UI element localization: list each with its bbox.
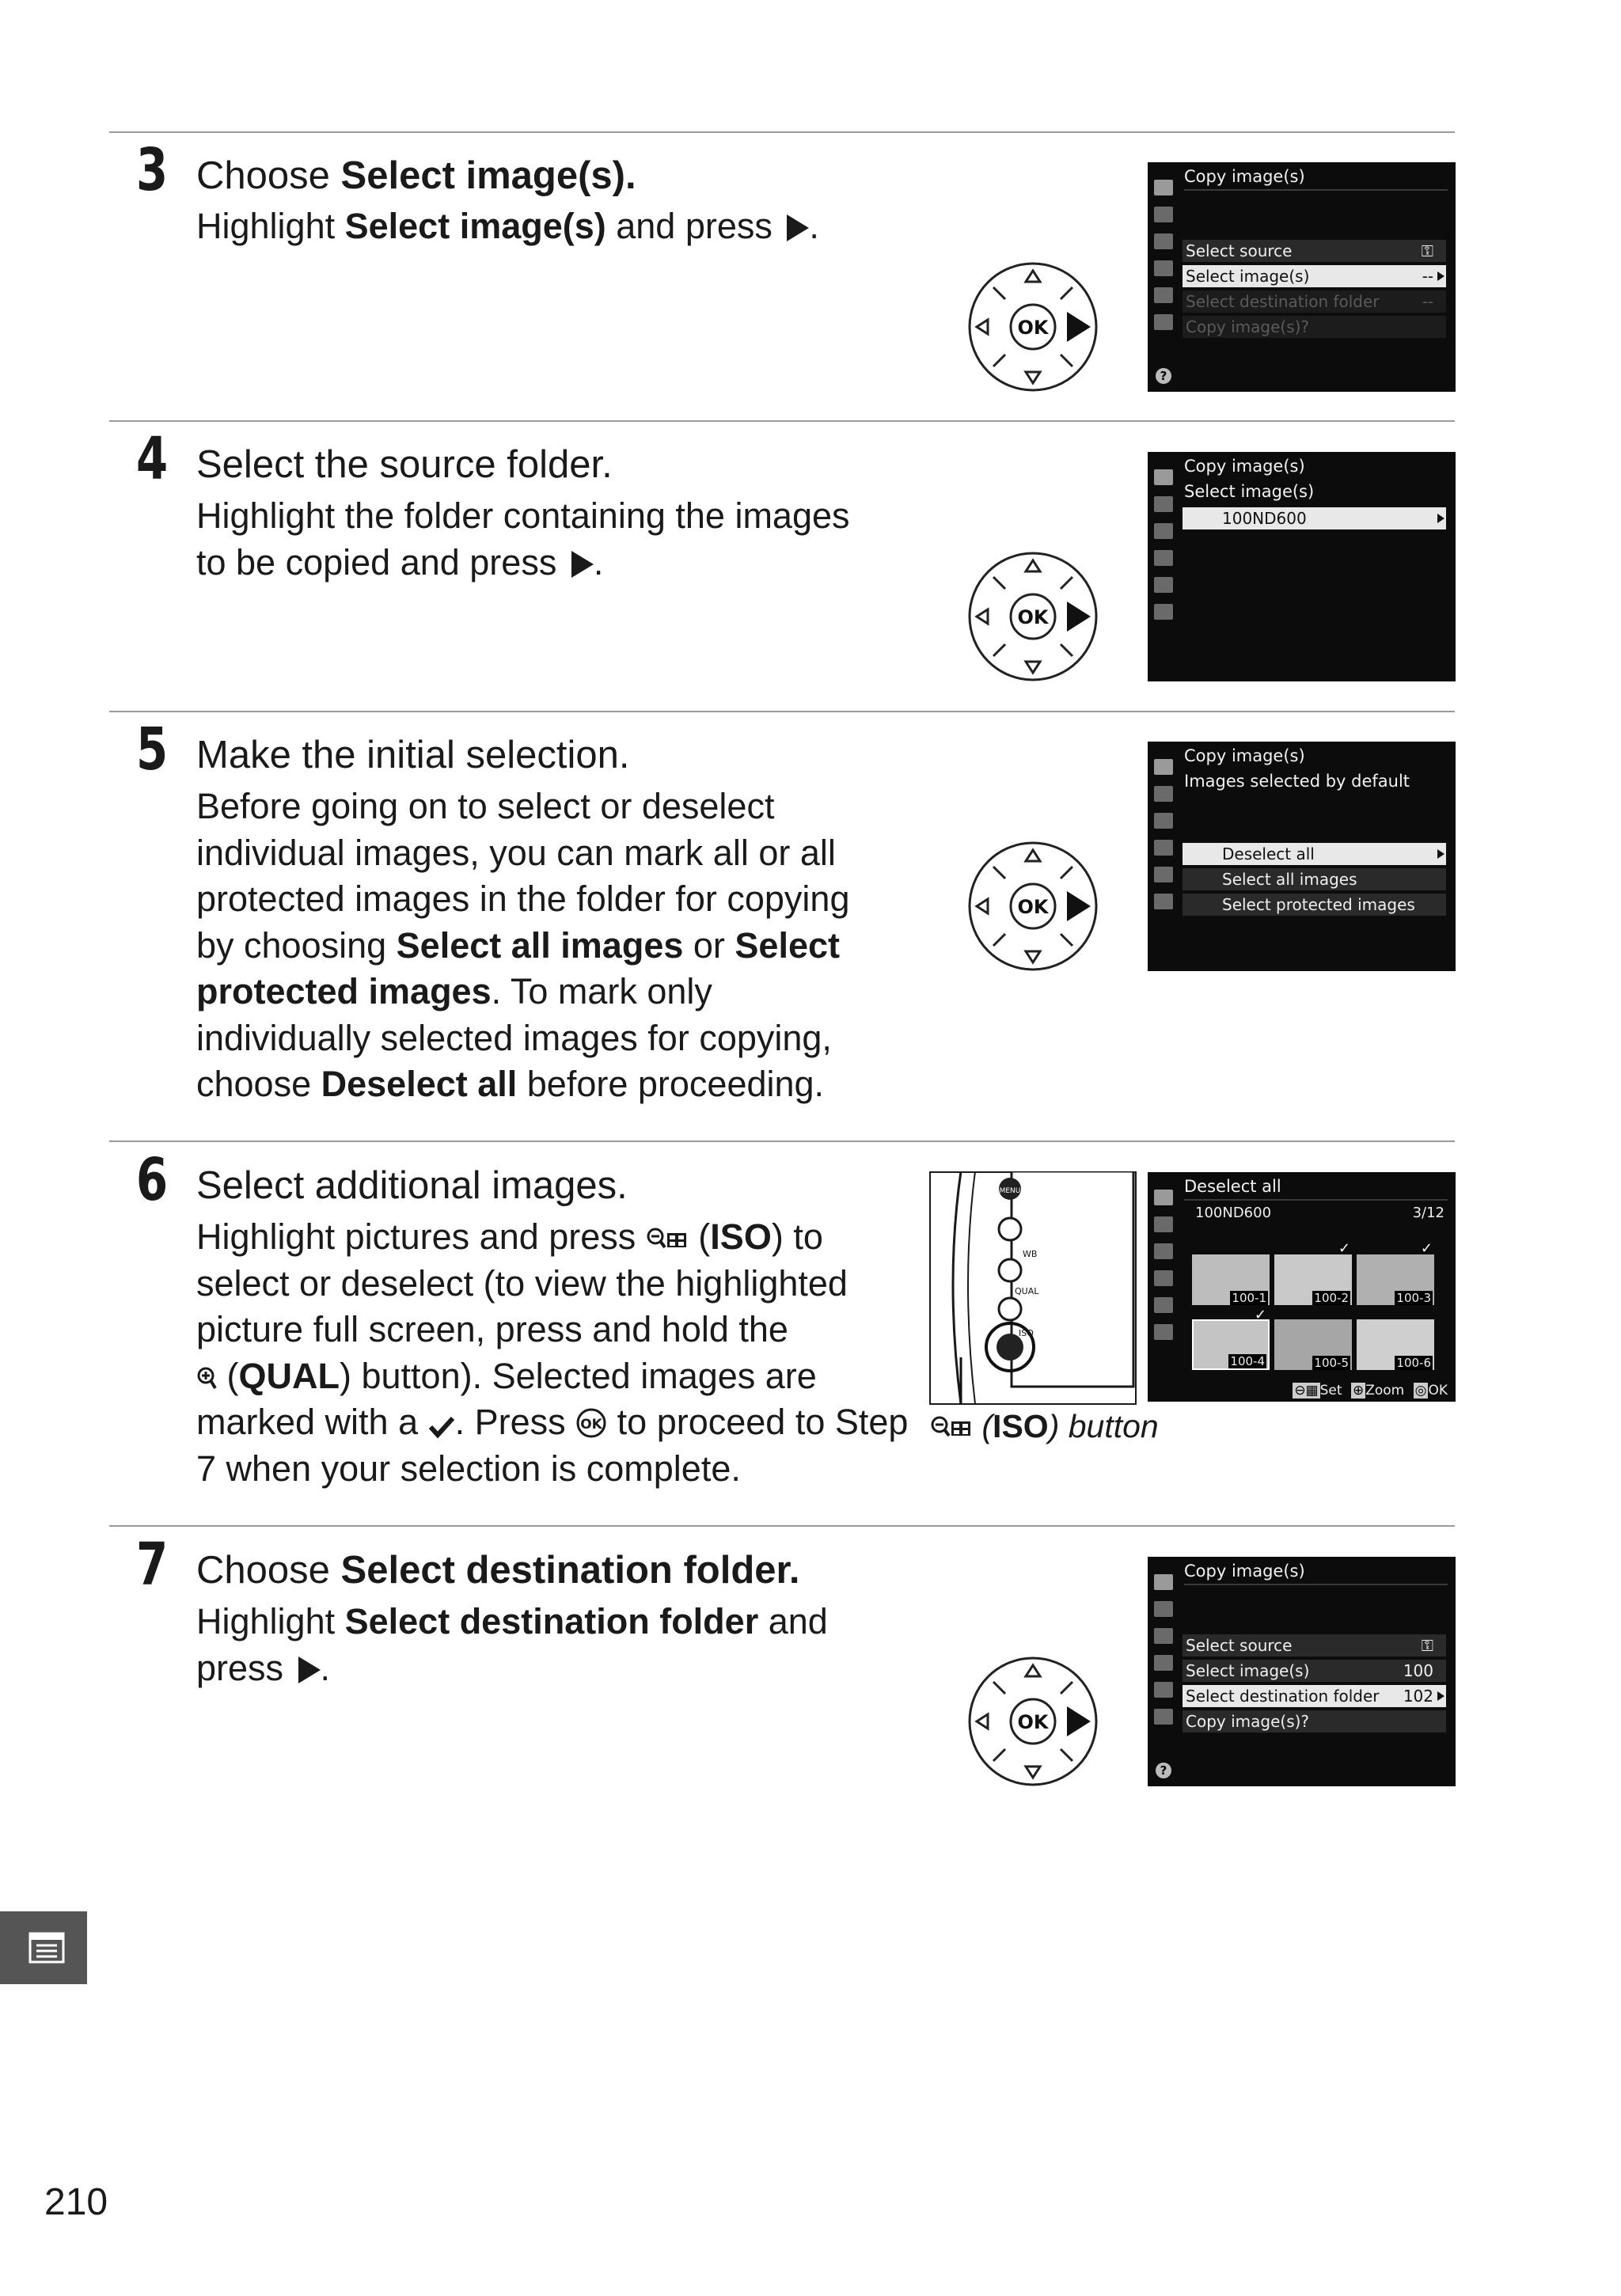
checkmark-icon: ✓ (1338, 1240, 1350, 1257)
step-number: 6 (136, 1146, 169, 1214)
screen-title: Deselect all (1184, 1177, 1281, 1196)
right-arrow-icon (571, 551, 594, 578)
step-body: Highlight Select destination folder and press . (196, 1601, 828, 1688)
svg-text:MENU: MENU (999, 1187, 1021, 1195)
step-title: Select the source folder. (196, 443, 613, 486)
checkmark-icon: ✓ (1420, 1240, 1433, 1257)
menu-item[interactable]: Select source ⚿ (1183, 1634, 1446, 1657)
zoom-out-button-icon: ⊖▦ (1294, 1383, 1319, 1398)
playback-tab-icon (1154, 180, 1173, 195)
step-title: Choose Select image(s). (196, 154, 636, 197)
checkmark-icon (428, 1415, 455, 1439)
step-body: Before going on to select or deselect individual images, you can mark all or all protected images in the folder for copying by choosing Select all images or Select protected images. To mark only individually selected images for copying, choose Deselect all before proceeding. (196, 786, 850, 1104)
recent-tab-icon (1154, 894, 1173, 909)
page-number: 210 (44, 2181, 108, 2223)
camera-tab-icon (1154, 786, 1173, 802)
step-body: Highlight pictures and press (ISO) to select or deselect (to view the highlighted picture full screen, press and hold the (QUAL) button). Selected images are marked with a . Press OK to proceed to Step 7 when your selection is complete. (196, 1216, 909, 1489)
wrench-tab-icon (1154, 1655, 1173, 1671)
camera-tab-icon (1154, 207, 1173, 222)
screen-subtitle: Select image(s) (1184, 482, 1315, 501)
thumbnail[interactable]: 100-1 (1192, 1254, 1270, 1305)
recent-tab-icon (1154, 1709, 1173, 1725)
help-icon: ? (1156, 1763, 1171, 1778)
menu-item[interactable]: Select protected images (1183, 894, 1446, 916)
pencil-tab-icon (1154, 523, 1173, 539)
zoom-in-icon (196, 1366, 217, 1393)
thumbnail-highlighted[interactable]: ✓ 100-4 (1192, 1319, 1270, 1370)
thumbnail[interactable]: 100-6 (1357, 1319, 1434, 1370)
playback-tab-icon (1154, 1190, 1173, 1205)
menu-item[interactable]: Copy image(s)? (1183, 316, 1446, 338)
recent-tab-icon (1154, 604, 1173, 620)
step-body: Highlight Select image(s) and press . (196, 206, 819, 246)
section-divider (109, 131, 1455, 133)
pencil-tab-icon (1154, 233, 1173, 249)
playback-tab-icon (1154, 469, 1173, 485)
screen-footer: ⊖▦ Set ⊕ Zoom ◎ OK (1294, 1383, 1448, 1398)
multi-selector-dial-icon (966, 839, 1100, 973)
menu-item[interactable]: Select source ⚿ (1183, 240, 1446, 262)
right-arrow-icon (1437, 1691, 1444, 1701)
menu-item[interactable]: Select all images (1183, 868, 1446, 890)
camera-menu-screen (1148, 1557, 1456, 1786)
zoom-in-button-icon: ⊕ (1352, 1383, 1365, 1398)
pencil-tab-icon (1154, 813, 1173, 829)
svg-text:QUAL: QUAL (1015, 1286, 1039, 1296)
menu-tabs (1148, 1172, 1181, 1402)
multi-selector-dial-icon (966, 260, 1100, 394)
thumbnail-selected[interactable]: ✓ 100-3 (1357, 1254, 1434, 1305)
iso-button-caption: (ISO) button (930, 1408, 1159, 1445)
right-arrow-icon (787, 214, 809, 241)
ok-button-icon (575, 1407, 607, 1439)
section-divider (109, 420, 1455, 422)
section-divider (109, 1140, 1455, 1142)
menu-item[interactable]: Select image(s) 100 (1183, 1660, 1446, 1682)
wrench-tab-icon (1154, 260, 1173, 276)
svg-text:OK: OK (580, 1417, 602, 1433)
thumbnail-selection-screen (1148, 1172, 1456, 1402)
recent-tab-icon (1154, 1324, 1173, 1340)
step-body: Highlight the folder containing the images to be copied and press . (196, 495, 850, 583)
camera-menu-screen (1148, 742, 1456, 971)
camera-tab-icon (1154, 1601, 1173, 1617)
menu-tabs (1148, 1557, 1181, 1786)
right-arrow-icon (1437, 271, 1444, 281)
svg-text:WB: WB (1023, 1249, 1038, 1259)
camera-tab-icon (1154, 1216, 1173, 1232)
wrench-tab-icon (1154, 840, 1173, 856)
screen-title: Copy image(s) (1184, 746, 1305, 765)
step-number: 3 (136, 136, 169, 204)
step-title: Make the initial selection. (196, 734, 630, 776)
zoom-out-thumbnail-icon (646, 1227, 689, 1254)
folder-item-selected[interactable]: 100ND600 (1183, 507, 1446, 529)
svg-text:OK: OK (1017, 896, 1049, 918)
menu-item[interactable]: Select destination folder -- (1183, 290, 1446, 313)
screen-title: Copy image(s) (1184, 1562, 1305, 1581)
ok-button-icon: ◎ (1414, 1383, 1427, 1398)
menu-tabs (1148, 162, 1181, 392)
right-arrow-icon (298, 1657, 321, 1683)
image-counter: 3/12 (1412, 1205, 1444, 1221)
step-number: 5 (136, 715, 169, 784)
step-number: 4 (136, 425, 169, 493)
wrench-tab-icon (1154, 550, 1173, 566)
playback-tab-icon (1154, 1574, 1173, 1590)
camera-back-illustration (929, 1171, 1137, 1405)
step-title: Select additional images. (196, 1164, 628, 1207)
svg-text:OK: OK (1017, 317, 1049, 339)
menu-tabs (1148, 742, 1181, 971)
multi-selector-dial-icon (966, 1654, 1100, 1789)
camera-menu-screen (1148, 452, 1456, 681)
menu-item-selected[interactable]: Deselect all (1183, 843, 1446, 865)
wrench-tab-icon (1154, 1270, 1173, 1286)
zoom-out-thumbnail-icon (930, 1415, 973, 1442)
thumbnail-selected[interactable]: ✓ 100-2 (1274, 1254, 1352, 1305)
menu-item-selected[interactable]: Select destination folder 102 (1183, 1685, 1446, 1707)
retouch-tab-icon (1154, 577, 1173, 593)
recent-tab-icon (1154, 314, 1173, 330)
pencil-tab-icon (1154, 1243, 1173, 1259)
retouch-tab-icon (1154, 287, 1173, 303)
right-arrow-icon (1437, 849, 1444, 859)
menu-item[interactable]: Copy image(s)? (1183, 1710, 1446, 1732)
camera-menu-screen (1148, 162, 1456, 392)
screen-title: Copy image(s) (1184, 167, 1305, 186)
pencil-tab-icon (1154, 1628, 1173, 1644)
thumbnail[interactable]: 100-5 (1274, 1319, 1352, 1370)
svg-text:OK: OK (1017, 1711, 1049, 1733)
folder-name: 100ND600 (1195, 1205, 1272, 1221)
step-title: Choose Select destination folder. (196, 1549, 800, 1592)
checkmark-icon: ✓ (1254, 1307, 1266, 1323)
screen-title: Copy image(s) (1184, 457, 1305, 476)
playback-menu-icon (28, 1932, 65, 1964)
multi-selector-dial-icon (966, 549, 1100, 684)
screen-subtitle: Images selected by default (1184, 772, 1410, 791)
svg-text:ISO: ISO (1019, 1328, 1034, 1338)
section-divider (109, 1525, 1455, 1527)
chapter-tab (0, 1911, 87, 1984)
step-number: 7 (136, 1531, 169, 1599)
retouch-tab-icon (1154, 1682, 1173, 1698)
menu-item-selected[interactable]: Select image(s) -- (1183, 265, 1446, 287)
section-divider (109, 711, 1455, 712)
retouch-tab-icon (1154, 1297, 1173, 1313)
camera-tab-icon (1154, 496, 1173, 512)
menu-tabs (1148, 452, 1181, 681)
help-icon: ? (1156, 368, 1171, 384)
right-arrow-icon (1437, 514, 1444, 523)
svg-text:OK: OK (1017, 606, 1049, 628)
retouch-tab-icon (1154, 867, 1173, 882)
playback-tab-icon (1154, 759, 1173, 775)
